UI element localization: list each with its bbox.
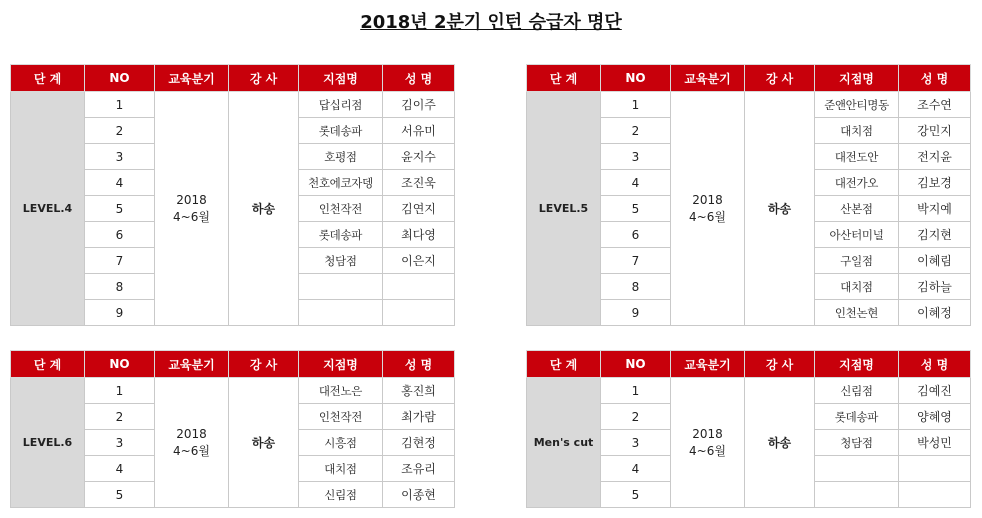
branch-cell: 인천작전 xyxy=(299,196,383,222)
branch-cell: 구일점 xyxy=(815,248,899,274)
header-row xyxy=(527,65,971,92)
branch-cell: 대치점 xyxy=(815,274,899,300)
name-cell: 양혜영 xyxy=(899,404,971,430)
branch-cell xyxy=(299,300,383,326)
header-teacher: 강 사 xyxy=(745,351,815,378)
header-branch: 지점명 xyxy=(299,65,383,92)
name-cell: 김현정 xyxy=(383,430,455,456)
row-number: 3 xyxy=(85,144,155,170)
branch-cell: 호평점 xyxy=(299,144,383,170)
branch-cell: 인천작전 xyxy=(299,404,383,430)
row-number: 2 xyxy=(601,404,671,430)
mens-cut-table xyxy=(526,350,971,508)
name-cell: 김보경 xyxy=(899,170,971,196)
teacher-cell: 하송 xyxy=(745,92,815,326)
branch-cell: 청담점 xyxy=(299,248,383,274)
quarter-year: 2018 xyxy=(692,426,723,441)
branch-cell xyxy=(299,274,383,300)
branch-cell: 대치점 xyxy=(815,118,899,144)
name-cell: 최가람 xyxy=(383,404,455,430)
quarter-months: 4~6월 xyxy=(689,443,726,458)
branch-cell: 롯데송파 xyxy=(299,118,383,144)
header-name: 성 명 xyxy=(383,65,455,92)
header-no: NO xyxy=(601,351,671,378)
header-name: 성 명 xyxy=(899,351,971,378)
name-cell: 김예진 xyxy=(899,378,971,404)
header-teacher: 강 사 xyxy=(229,351,299,378)
name-cell xyxy=(899,456,971,482)
row-number: 8 xyxy=(601,274,671,300)
branch-cell: 대전가오 xyxy=(815,170,899,196)
header-no: NO xyxy=(85,351,155,378)
header-no: NO xyxy=(85,65,155,92)
row-number: 5 xyxy=(85,482,155,508)
name-cell: 조진욱 xyxy=(383,170,455,196)
teacher-cell: 하송 xyxy=(229,378,299,508)
name-cell: 윤지수 xyxy=(383,144,455,170)
row-number: 2 xyxy=(85,118,155,144)
name-cell: 강민지 xyxy=(899,118,971,144)
name-cell: 홍진희 xyxy=(383,378,455,404)
branch-cell xyxy=(815,482,899,508)
row-number: 5 xyxy=(601,482,671,508)
name-cell: 김이주 xyxy=(383,92,455,118)
header-level: 단 계 xyxy=(527,65,601,92)
name-cell: 박성민 xyxy=(899,430,971,456)
row-number: 7 xyxy=(85,248,155,274)
table-row xyxy=(11,92,455,118)
level5-table xyxy=(526,64,971,326)
row-number: 6 xyxy=(601,222,671,248)
branch-cell: 대전도안 xyxy=(815,144,899,170)
header-level: 단 계 xyxy=(11,351,85,378)
row-number: 3 xyxy=(85,430,155,456)
row-number: 7 xyxy=(601,248,671,274)
quarter-cell xyxy=(155,378,229,508)
row-number: 9 xyxy=(85,300,155,326)
name-cell: 이혜정 xyxy=(899,300,971,326)
row-number: 5 xyxy=(601,196,671,222)
row-number: 9 xyxy=(601,300,671,326)
quarter-year: 2018 xyxy=(176,426,207,441)
name-cell xyxy=(899,482,971,508)
header-level: 단 계 xyxy=(527,351,601,378)
row-number: 1 xyxy=(601,378,671,404)
quarter-cell xyxy=(155,92,229,326)
row-number: 4 xyxy=(85,456,155,482)
quarter-months: 4~6월 xyxy=(173,209,210,224)
teacher-cell: 하송 xyxy=(229,92,299,326)
level-cell: Men's cut xyxy=(527,378,601,508)
row-number: 1 xyxy=(85,378,155,404)
table-row xyxy=(527,92,971,118)
header-name: 성 명 xyxy=(899,65,971,92)
row-number: 1 xyxy=(601,92,671,118)
level-cell: LEVEL.6 xyxy=(11,378,85,508)
name-cell: 조유리 xyxy=(383,456,455,482)
header-quarter: 교육분기 xyxy=(155,65,229,92)
header-row xyxy=(11,65,455,92)
row-number: 3 xyxy=(601,430,671,456)
quarter-cell xyxy=(671,92,745,326)
header-level: 단 계 xyxy=(11,65,85,92)
branch-cell: 아산터미널 xyxy=(815,222,899,248)
branch-cell: 신림점 xyxy=(299,482,383,508)
row-number: 4 xyxy=(85,170,155,196)
name-cell: 이종현 xyxy=(383,482,455,508)
name-cell: 김연지 xyxy=(383,196,455,222)
page-title: 2018년 2분기 인턴 승급자 명단 xyxy=(360,12,622,33)
row-number: 4 xyxy=(601,456,671,482)
branch-cell: 대치점 xyxy=(299,456,383,482)
branch-cell: 롯데송파 xyxy=(815,404,899,430)
name-cell: 최다영 xyxy=(383,222,455,248)
row-number: 3 xyxy=(601,144,671,170)
row-number: 6 xyxy=(85,222,155,248)
branch-cell: 청담점 xyxy=(815,430,899,456)
branch-cell: 답십리점 xyxy=(299,92,383,118)
row-number: 1 xyxy=(85,92,155,118)
name-cell: 이혜림 xyxy=(899,248,971,274)
branch-cell: 천호에코자뎅 xyxy=(299,170,383,196)
header-teacher: 강 사 xyxy=(229,65,299,92)
teacher-cell: 하송 xyxy=(745,378,815,508)
header-row xyxy=(527,351,971,378)
header-branch: 지점명 xyxy=(815,65,899,92)
name-cell: 조수연 xyxy=(899,92,971,118)
header-no: NO xyxy=(601,65,671,92)
header-quarter: 교육분기 xyxy=(671,351,745,378)
row-number: 5 xyxy=(85,196,155,222)
branch-cell: 신림점 xyxy=(815,378,899,404)
level4-table xyxy=(10,64,455,326)
name-cell: 김하늘 xyxy=(899,274,971,300)
level6-table xyxy=(10,350,455,508)
header-teacher: 강 사 xyxy=(745,65,815,92)
name-cell: 전지윤 xyxy=(899,144,971,170)
quarter-cell xyxy=(671,378,745,508)
branch-cell: 산본점 xyxy=(815,196,899,222)
branch-cell: 인천논현 xyxy=(815,300,899,326)
level-cell: LEVEL.5 xyxy=(527,92,601,326)
row-number: 8 xyxy=(85,274,155,300)
row-number: 2 xyxy=(601,118,671,144)
row-number: 2 xyxy=(85,404,155,430)
branch-cell: 대전노은 xyxy=(299,378,383,404)
name-cell: 서유미 xyxy=(383,118,455,144)
header-quarter: 교육분기 xyxy=(155,351,229,378)
header-quarter: 교육분기 xyxy=(671,65,745,92)
row-number: 4 xyxy=(601,170,671,196)
branch-cell: 준앤안티명동 xyxy=(815,92,899,118)
header-branch: 지점명 xyxy=(815,351,899,378)
quarter-year: 2018 xyxy=(692,192,723,207)
name-cell: 김지현 xyxy=(899,222,971,248)
level-cell: LEVEL.4 xyxy=(11,92,85,326)
branch-cell xyxy=(815,456,899,482)
header-branch: 지점명 xyxy=(299,351,383,378)
quarter-year: 2018 xyxy=(176,192,207,207)
header-name: 성 명 xyxy=(383,351,455,378)
branch-cell: 롯데송파 xyxy=(299,222,383,248)
quarter-months: 4~6월 xyxy=(173,443,210,458)
name-cell: 이은지 xyxy=(383,248,455,274)
name-cell: 박지예 xyxy=(899,196,971,222)
header-row xyxy=(11,351,455,378)
quarter-months: 4~6월 xyxy=(689,209,726,224)
branch-cell: 시흥점 xyxy=(299,430,383,456)
table-row xyxy=(527,378,971,404)
name-cell xyxy=(383,274,455,300)
name-cell xyxy=(383,300,455,326)
table-row xyxy=(11,378,455,404)
